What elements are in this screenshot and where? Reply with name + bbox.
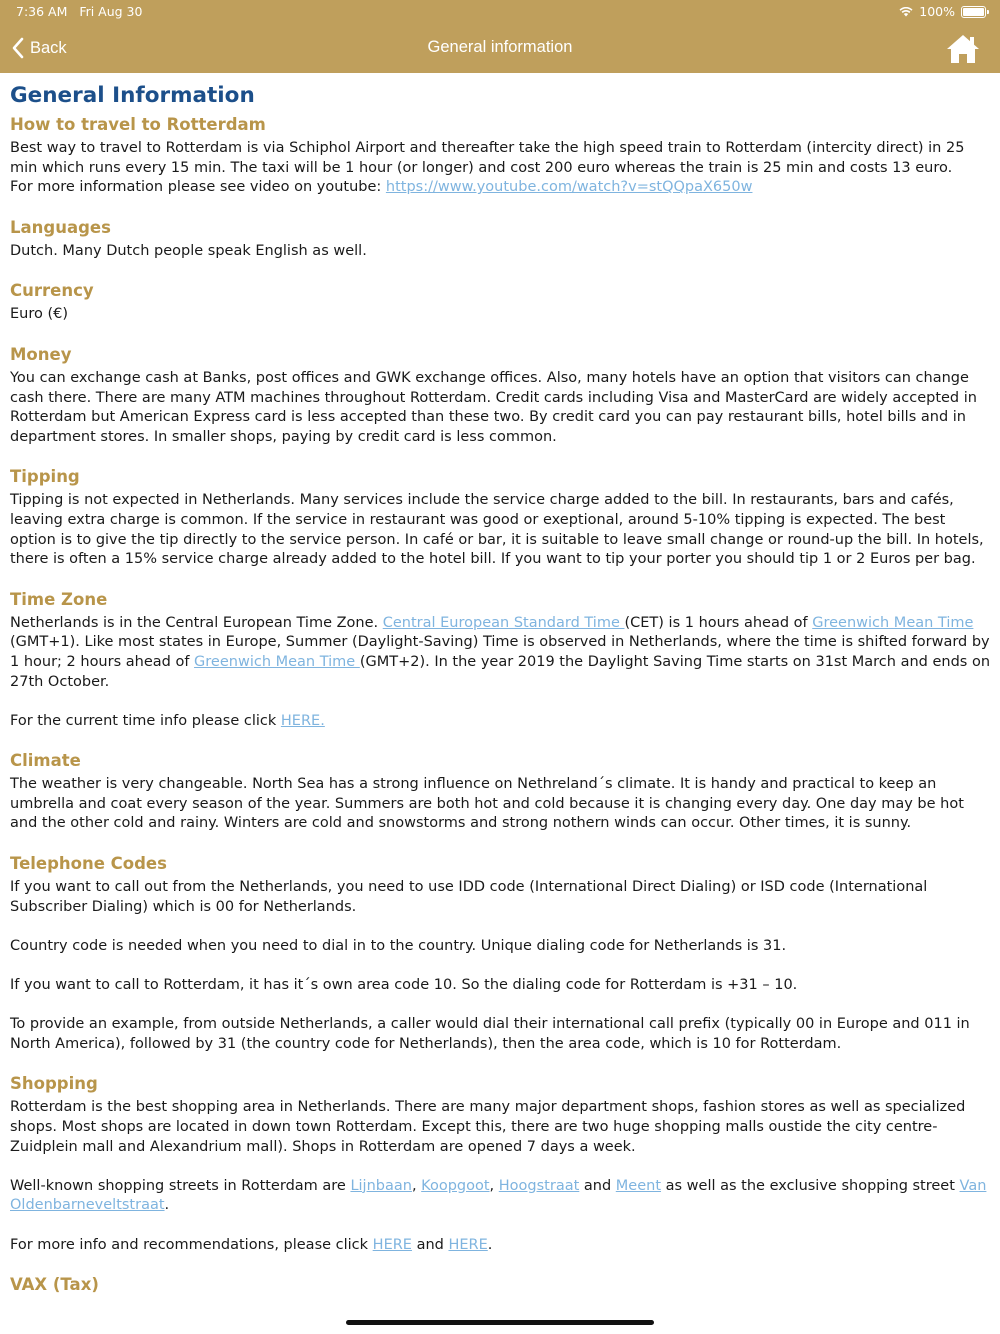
tipping-text: Tipping is not expected in Netherlands. Many services include the service charge added to the bill. In restaurants, bars and cafés, leaving extra charge is common. If the service in restaurant was good or exeptional, around 5-10% tipping is expected. The best option is to give the tip directly to the service person. In café or bar, it is suitable to leave small change or round-up the bill. In hotels, there is often a 15% service charge already added to the hotel bill. If you want to tip your porter you should tip 1 or 2 Euros per bag. — [10, 492, 984, 568]
telephone-text-1: If you want to call out from the Netherlands, you need to use IDD code (International Direct Dialing) or ISD code (International Subscriber Dialing) which is 00 for Netherlands. — [10, 879, 928, 915]
app-header — [0, 0, 1000, 73]
back-label: Back — [30, 38, 67, 57]
status-date: Fri Aug 30 — [79, 4, 143, 19]
current-time-label: For the current time info please click — [10, 712, 281, 729]
spacer — [10, 1157, 992, 1177]
shopping-text-3 — [10, 1236, 992, 1256]
home-indicator[interactable] — [346, 1320, 654, 1325]
separator: , — [489, 1177, 499, 1194]
section-climate — [10, 751, 992, 834]
timezone-text-3: (GMT+1). Like most states in Europe, Summer (Daylight-Saving) Time is observed in Netherlands, where the time is shifted forward by 1 hour; 2 hours ahead of — [10, 634, 990, 670]
currency-text: Euro (€) — [10, 306, 69, 323]
section-languages — [10, 218, 992, 262]
here-link-2[interactable]: HERE — [448, 1236, 488, 1253]
section-timezone — [10, 590, 992, 732]
telephone-text-3: If you want to call to Rotterdam, it has it´s own area code 10. So the dialing code for Rotterdam is +31 – 10. — [10, 977, 798, 994]
lijnbaan-link[interactable]: Lijnbaan — [350, 1177, 412, 1194]
travel-heading: How to travel to Rotterdam — [10, 115, 266, 134]
content — [10, 82, 992, 1315]
telephone-text-4: To provide an example, from outside Netherlands, a caller would dial their international call prefix (typically 00 in Europe and 011 in North America), followed by 31 (the country code for Netherlands), then the area code, which is 10 for Rotterdam. — [10, 1016, 970, 1052]
money-text: You can exchange cash at Banks, post offices and GWK exchange offices. Also, many hotels have an option that visitors can change cash there. There are many ATM machines throughout Rotterdam. Credit cards including Visa and MasterCard are widely accepted in Rotterdam but American Express card is less accepted than these two. By credit card you can pay restaurant bills, hotel bills and in department stores. In smaller shops, paying by credit card is less common. — [10, 369, 977, 445]
spacer — [10, 1216, 992, 1236]
separator: , — [411, 1177, 422, 1194]
vax-heading: VAX (Tax) — [10, 1275, 99, 1295]
travel-text-1: Best way to travel to Rotterdam is via Schiphol Airport and thereafter take the high speed train to Rotterdam (intercity direct) in 25 min which runs every 15 min. The taxi will be 1 hour (or longer) and cost 200 euro whereas the train is 25 min and costs 13 euro. — [10, 140, 965, 176]
status-time — [16, 4, 142, 19]
section-telephone — [10, 854, 992, 1054]
gmt-link-2[interactable]: Greenwich Mean Time — [194, 653, 360, 670]
nav-bar — [0, 24, 1000, 73]
travel-text-2: For more information please see video on youtube: — [10, 179, 386, 196]
gmt-link-1[interactable]: Greenwich Mean Time — [812, 614, 974, 631]
shopping-more-label: For more info and recommendations, please click — [10, 1236, 373, 1253]
climate-text: The weather is very changeable. North Sea has a strong influence on Nethreland´s climate. It is handy and practical to keep an umbrella and coat every season of the year. Summers are both hot and cold because it is changing every day. One day may be hot and the other cold and rainy. Winters are cold and snowstorms and strong nothern winds can occur. Other times, it is sunny. — [10, 776, 964, 832]
status-right — [899, 4, 986, 19]
separator: and — [411, 1236, 449, 1253]
meent-link[interactable]: Meent — [615, 1177, 662, 1194]
home-icon[interactable] — [945, 33, 981, 65]
tipping-heading: Tipping — [10, 467, 80, 487]
section-tipping — [10, 467, 992, 569]
shopping-streets-mid: as well as the exclusive shopping street — [661, 1177, 960, 1194]
shopping-text-1: Rotterdam is the best shopping area in Netherlands. There are many major department shops, fashion stores as well as specialized shops. Most shops are located in down town Rotterdam. Except this, there are two huge shopping malls oustide the city centre- Zuidplein mall and Alexandrium mall). Shops in Rotterdam are opened 7 days a week. — [10, 1099, 966, 1155]
here-link-1[interactable]: HERE — [372, 1236, 412, 1253]
section-money — [10, 345, 992, 447]
hoogstraat-link[interactable]: Hoogstraat — [498, 1177, 580, 1194]
status-time-text: 7:36 AM — [16, 4, 68, 19]
separator: . — [487, 1236, 493, 1253]
battery-percent: 100% — [919, 4, 955, 19]
section-shopping — [10, 1074, 992, 1255]
shopping-heading: Shopping — [10, 1074, 98, 1094]
climate-heading: Climate — [10, 751, 81, 771]
spacer — [10, 692, 992, 712]
nav-title: General information — [427, 38, 573, 56]
currency-heading: Currency — [10, 281, 94, 301]
separator: and — [579, 1177, 616, 1194]
timezone-heading: Time Zone — [10, 589, 108, 609]
current-time-text — [10, 712, 992, 732]
page-title: General Information — [10, 83, 255, 108]
spacer — [10, 917, 992, 937]
youtube-link[interactable]: https://www.youtube.com/watch?v=stQQpaX650w — [385, 179, 753, 196]
shopping-streets-label: Well-known shopping streets in Rotterdam are — [10, 1177, 351, 1194]
status-bar — [0, 0, 1000, 24]
timezone-text-1: Netherlands is in the Central European Time Zone. — [10, 614, 383, 631]
battery-icon — [961, 6, 986, 18]
timezone-text — [10, 614, 992, 692]
spacer — [10, 996, 992, 1016]
shopping-text-2 — [10, 1177, 992, 1216]
koopgoot-link[interactable]: Koopgoot — [421, 1177, 490, 1194]
separator: . — [164, 1197, 170, 1214]
van-oldenbarneveltstraat-link[interactable]: Van Oldenbarneveltstraat — [10, 1177, 987, 1214]
section-currency — [10, 281, 992, 325]
languages-heading: Languages — [10, 217, 111, 237]
languages-text: Dutch. Many Dutch people speak English as well. — [10, 242, 367, 259]
wifi-icon — [899, 7, 913, 17]
section-vax — [10, 1275, 992, 1295]
spacer — [10, 956, 992, 976]
current-time-link[interactable]: HERE. — [280, 712, 325, 729]
telephone-heading: Telephone Codes — [10, 854, 167, 874]
telephone-text-2: Country code is needed when you need to dial in to the country. Unique dialing code for Netherlands is 31. — [10, 937, 787, 954]
money-heading: Money — [10, 344, 72, 364]
cet-link[interactable]: Central European Standard Time — [382, 614, 625, 631]
travel-text — [10, 139, 992, 198]
timezone-text-2: (CET) is 1 hours ahead of — [624, 614, 813, 631]
timezone-text-4: (GMT+2). In the year 2019 the Daylight Saving Time starts on 31st March and ends on 27th October. — [10, 653, 991, 690]
section-travel — [10, 115, 992, 198]
